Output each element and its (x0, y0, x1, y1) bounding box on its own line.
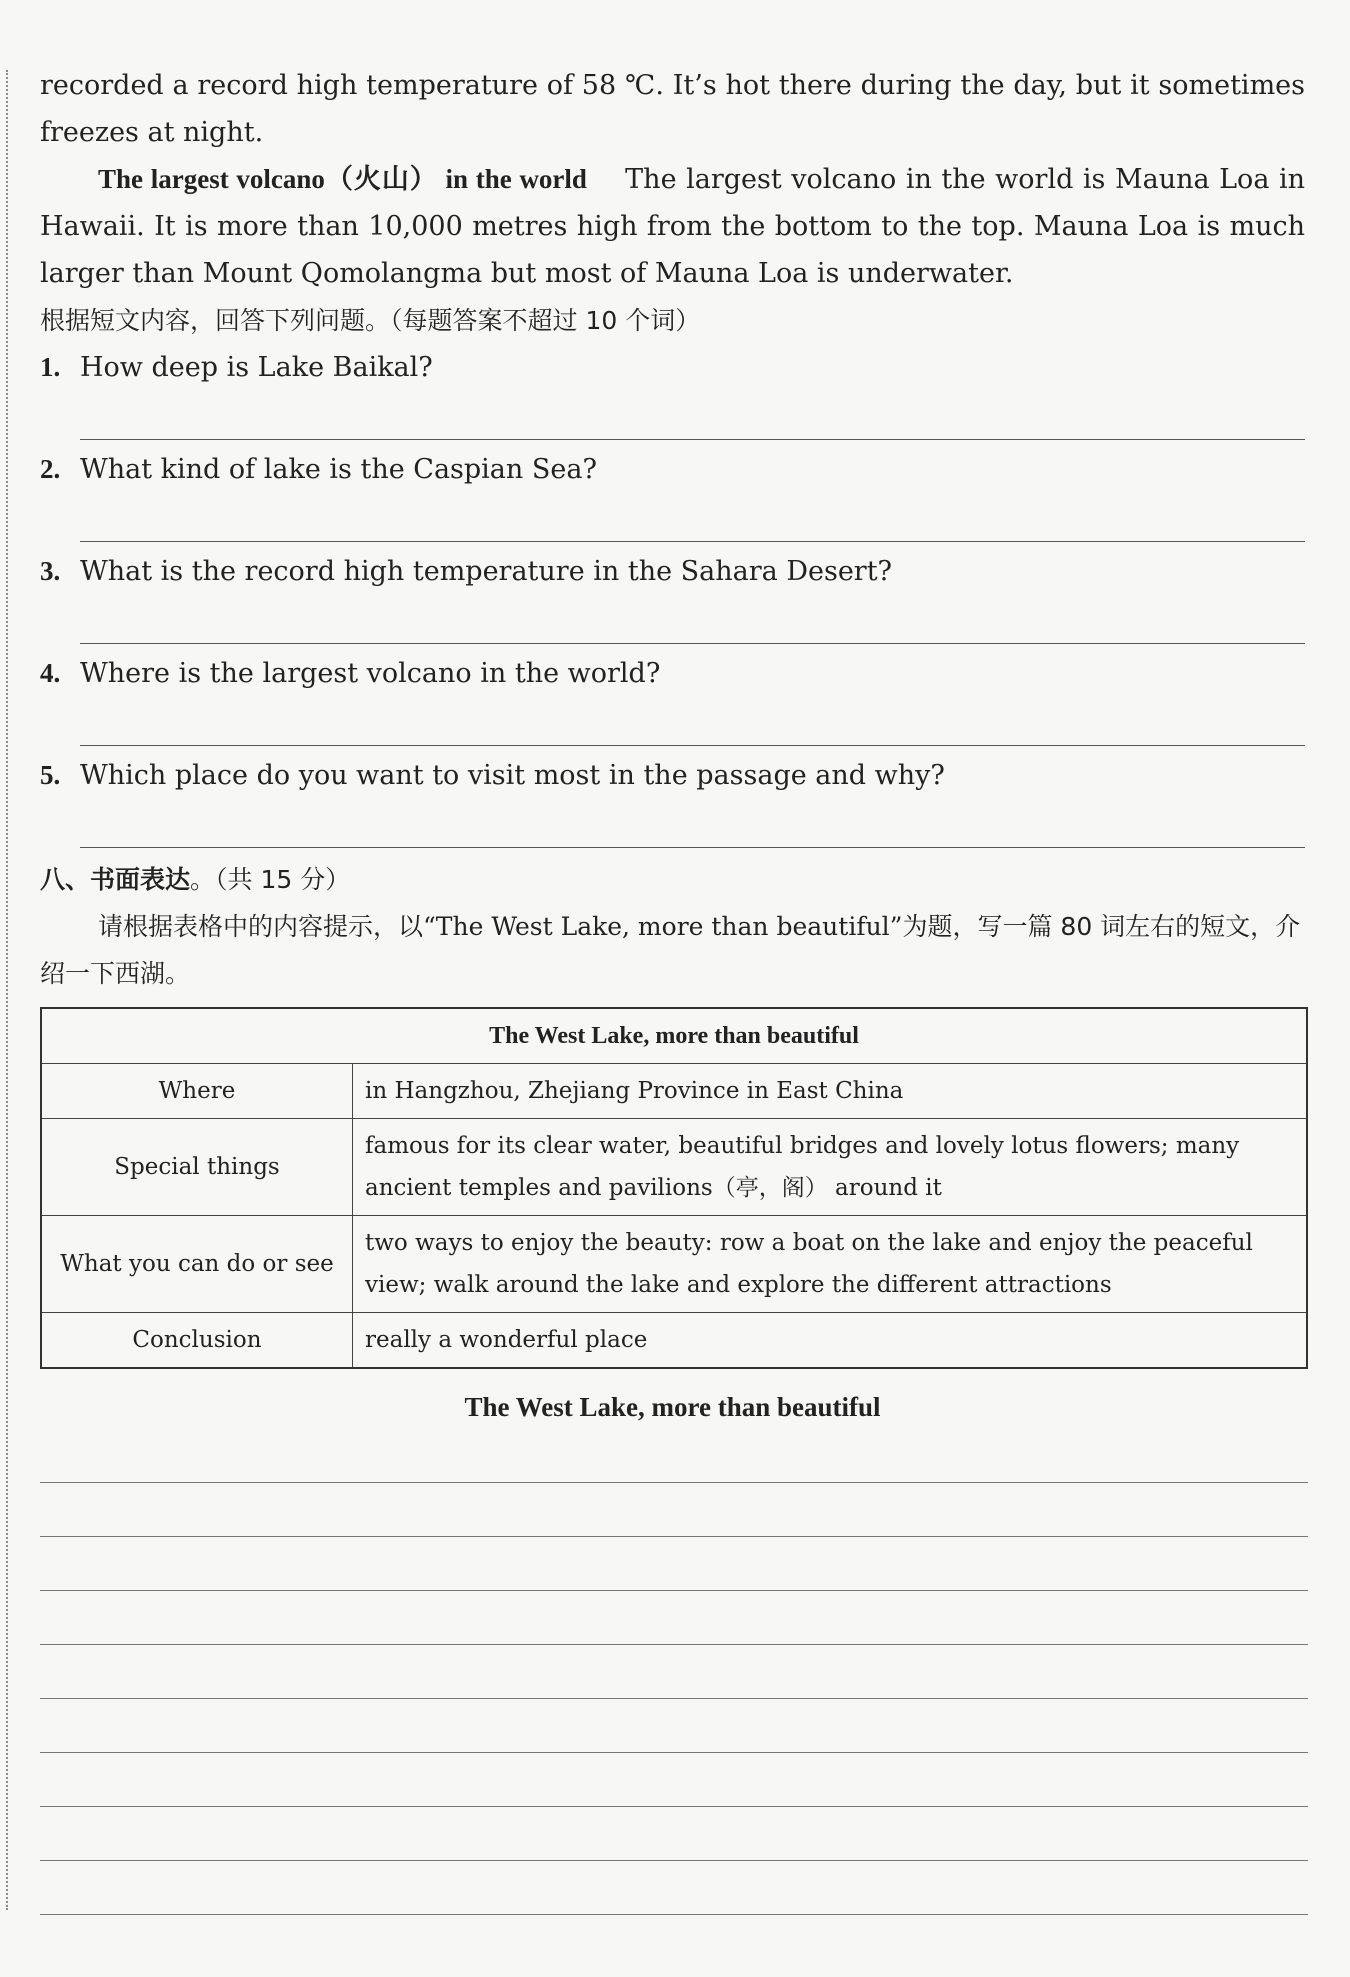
row-content: two ways to enjoy the beauty: row a boat on the lake and enjoy the peaceful view; walk around the lake and explore the different attractions (353, 1216, 1308, 1313)
page-content (40, 62, 1305, 1915)
question-instructions: 根据短文内容，回答下列问题。（每题答案不超过 10 个词） (40, 306, 701, 335)
prompt-part-b: 为题，写一篇 80 词左右的短文，介绍一下西湖。 (40, 912, 1301, 988)
answer-line[interactable] (80, 391, 1305, 440)
writing-line[interactable] (40, 1861, 1308, 1915)
table-row (41, 1119, 1307, 1216)
binding-dotted-line (6, 70, 8, 1910)
volcano-text: The largest volcano in the world is Mauna Loa in Hawaii. It is more than 10,000 metres high from the bottom to the top. Mauna Loa is much larger than Mount Qomolangma but most of Mauna Loa is underwater. (40, 164, 1305, 289)
writing-area[interactable] (40, 1429, 1305, 1915)
writing-line[interactable] (40, 1699, 1308, 1753)
row-label: Special things (41, 1119, 353, 1216)
row-label: Conclusion (41, 1313, 353, 1369)
section-title: 八、书面表达 (40, 865, 191, 894)
section-points: 。（共 15 分） (190, 865, 351, 894)
prompt-part-a: 请根据表格中的内容提示，以 (98, 912, 424, 941)
question-text: How deep is Lake Baikal? (80, 352, 433, 383)
row-content: really a wonderful place (353, 1313, 1308, 1369)
volcano-paragraph (40, 156, 1305, 297)
question-item (40, 344, 1305, 440)
table-title-row (41, 1008, 1307, 1064)
question-number: 1. (40, 352, 61, 382)
writing-line[interactable] (40, 1591, 1308, 1645)
writing-line[interactable] (40, 1753, 1308, 1807)
table-row (41, 1064, 1307, 1119)
answer-line[interactable] (80, 493, 1305, 542)
table-title: The West Lake, more than beautiful (41, 1008, 1307, 1064)
question-text: Where is the largest volcano in the world? (80, 658, 661, 689)
writing-line[interactable] (40, 1429, 1308, 1483)
table-row (41, 1313, 1307, 1369)
question-number: 3. (40, 556, 61, 586)
row-label: Where (41, 1064, 353, 1119)
answer-line[interactable] (80, 799, 1305, 848)
question-item (40, 548, 1305, 644)
row-content: famous for its clear water, beautiful bridges and lovely lotus flowers; many ancient temples and pavilions（亭，阁） around it (353, 1119, 1308, 1216)
row-label: What you can do or see (41, 1216, 353, 1313)
answer-line[interactable] (80, 697, 1305, 746)
passage-continuation: recorded a record high temperature of 58 ℃. It’s hot there during the day, but it sometimes freezes at night. (40, 70, 1305, 148)
hint-table (40, 1007, 1308, 1369)
volcano-heading: The largest volcano（火山） in the world (98, 164, 587, 194)
question-item (40, 752, 1305, 848)
answer-line[interactable] (80, 595, 1305, 644)
writing-line[interactable] (40, 1483, 1308, 1537)
question-number: 5. (40, 760, 61, 790)
question-number: 2. (40, 454, 61, 484)
question-item (40, 446, 1305, 542)
question-item (40, 650, 1305, 746)
writing-line[interactable] (40, 1537, 1308, 1591)
prompt-title: “The West Lake, more than beautiful” (423, 912, 903, 941)
question-text: What is the record high temperature in the Sahara Desert? (80, 556, 893, 587)
writing-prompt (40, 903, 1305, 997)
writing-line[interactable] (40, 1807, 1308, 1861)
essay-title: The West Lake, more than beautiful (464, 1392, 881, 1422)
writing-section-heading (40, 856, 1305, 903)
table-row (41, 1216, 1307, 1313)
question-text: Which place do you want to visit most in the passage and why? (80, 760, 945, 791)
question-list (40, 344, 1305, 848)
question-number: 4. (40, 658, 61, 688)
question-text: What kind of lake is the Caspian Sea? (80, 454, 597, 485)
writing-line[interactable] (40, 1645, 1308, 1699)
row-content: in Hangzhou, Zhejiang Province in East China (353, 1064, 1308, 1119)
